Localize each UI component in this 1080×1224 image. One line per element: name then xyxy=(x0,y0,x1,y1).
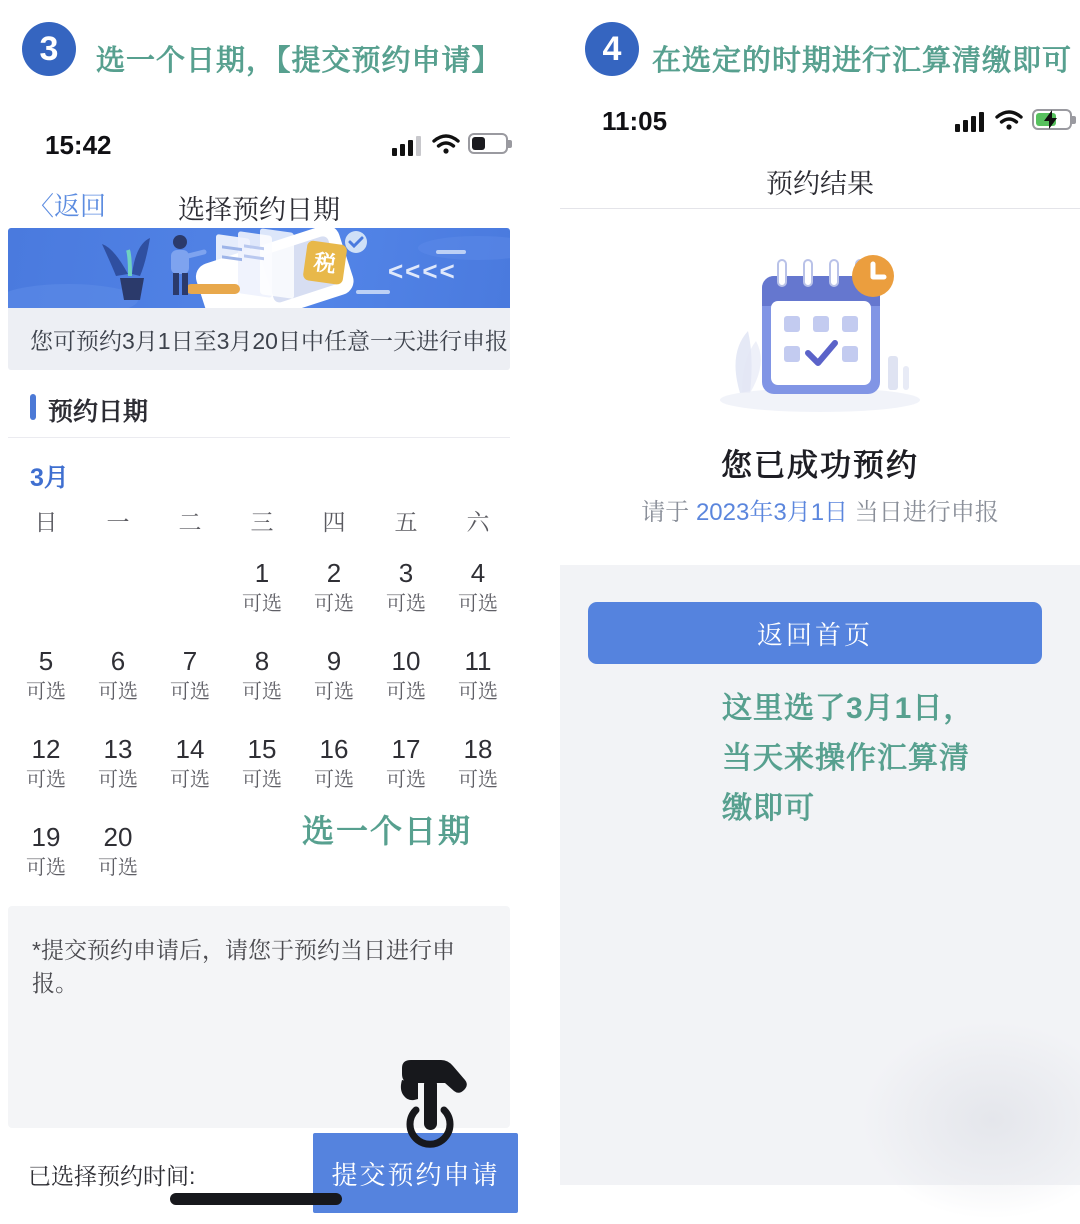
detail-suffix: 当日进行申报 xyxy=(848,499,999,526)
right-status-time: 11:05 xyxy=(602,106,668,136)
step-4-caption: 在选定的时期进行汇算清缴即可 xyxy=(652,45,1073,77)
selectable-label: 可选 xyxy=(98,769,138,791)
date-number: 10 xyxy=(391,646,421,676)
selectable-label: 可选 xyxy=(458,769,498,791)
calendar-date-cell[interactable] xyxy=(226,644,298,732)
step-4-badge xyxy=(585,22,639,76)
selectable-label: 可选 xyxy=(386,593,426,615)
step-3-badge xyxy=(22,22,76,76)
date-number: 9 xyxy=(326,646,342,676)
right-page-title: 预约结果 xyxy=(766,169,874,199)
calendar-success-icon xyxy=(710,238,930,428)
step-3-caption: 选一个日期，【提交预约申请】 xyxy=(96,45,502,77)
weekday-label: 三 xyxy=(250,509,274,535)
date-number: 3 xyxy=(398,558,414,588)
selectable-label: 可选 xyxy=(314,593,354,615)
selectable-label: 可选 xyxy=(26,681,66,703)
selectable-label: 可选 xyxy=(26,769,66,791)
tap-pointer-icon xyxy=(388,1058,472,1154)
calendar-date-cell[interactable] xyxy=(298,644,370,732)
selectable-label: 可选 xyxy=(170,681,210,703)
calendar-date-cell[interactable] xyxy=(82,820,154,908)
calendar-empty-cell xyxy=(154,820,226,908)
battery-charging-icon xyxy=(1032,109,1072,130)
detail-prefix: 请于 xyxy=(641,499,696,526)
tax-tag-label: 税 xyxy=(312,249,338,277)
step-4-number: 4 xyxy=(602,29,622,68)
date-number: 1 xyxy=(254,558,270,588)
section-divider xyxy=(8,437,510,438)
date-number: 20 xyxy=(103,822,133,852)
calendar-grid xyxy=(10,556,514,908)
step-3-number: 3 xyxy=(39,29,59,68)
weekday-label: 五 xyxy=(394,509,418,535)
date-number: 15 xyxy=(247,734,277,764)
calendar-date-cell[interactable] xyxy=(154,644,226,732)
date-number: 8 xyxy=(254,646,270,676)
wifi-icon xyxy=(995,109,1023,136)
faint-watermark xyxy=(860,1020,1080,1220)
calendar-week-row xyxy=(10,556,514,644)
selectable-label: 可选 xyxy=(314,769,354,791)
selectable-label: 可选 xyxy=(242,769,282,791)
date-number: 7 xyxy=(182,646,198,676)
calendar-weekday-row xyxy=(10,504,514,537)
calendar-date-cell[interactable] xyxy=(82,644,154,732)
annotation-line-1: 这里选了3月1日， xyxy=(722,692,975,725)
calendar-week-row xyxy=(10,644,514,732)
selected-time-label: 已选择预约时间: xyxy=(28,1163,196,1189)
date-number: 11 xyxy=(464,646,492,676)
calendar-empty-cell xyxy=(82,556,154,644)
date-number: 14 xyxy=(175,734,205,764)
back-to-home-button[interactable]: 返回首页 xyxy=(588,602,1042,664)
date-choice-annotation xyxy=(722,684,974,834)
annotation-line-2: 当天来操作汇算清 xyxy=(722,742,970,775)
calendar-date-cell[interactable] xyxy=(370,556,442,644)
calendar-date-cell[interactable] xyxy=(10,644,82,732)
selectable-label: 可选 xyxy=(98,857,138,879)
weekday-label: 日 xyxy=(34,509,58,535)
submit-appointment-button[interactable]: 提交预约申请 xyxy=(313,1133,518,1213)
left-status-time: 15:42 xyxy=(45,130,112,160)
calendar-date-cell[interactable] xyxy=(442,644,514,732)
weekday-label: 六 xyxy=(466,509,490,535)
redaction-bar xyxy=(170,1193,342,1205)
date-number: 16 xyxy=(319,734,349,764)
selectable-label: 可选 xyxy=(26,857,66,879)
date-number: 6 xyxy=(110,646,126,676)
section-title: 预约日期 xyxy=(48,398,149,426)
success-title: 您已成功预约 xyxy=(721,448,919,483)
selectable-label: 可选 xyxy=(242,593,282,615)
selectable-label: 可选 xyxy=(386,769,426,791)
date-number: 19 xyxy=(31,822,61,852)
battery-icon xyxy=(468,133,508,154)
wifi-icon xyxy=(432,133,460,160)
calendar-empty-cell xyxy=(10,556,82,644)
weekday-label: 一 xyxy=(106,509,130,535)
date-number: 18 xyxy=(463,734,493,764)
calendar-month-label: 3月 xyxy=(30,464,69,492)
promo-banner xyxy=(8,228,510,308)
selectable-label: 可选 xyxy=(170,769,210,791)
left-page-title: 选择预约日期 xyxy=(178,195,340,225)
back-label: 返回 xyxy=(54,191,107,221)
back-chevron-icon: 〈 xyxy=(28,191,55,221)
booking-range-notice: 您可预约3月1日至3月20日中任意一天进行申报 xyxy=(8,308,510,370)
calendar-date-cell[interactable] xyxy=(298,556,370,644)
calendar-date-cell[interactable] xyxy=(370,644,442,732)
detail-date[interactable]: 2023年3月1日 xyxy=(695,499,849,526)
cellular-signal-icon xyxy=(392,134,422,156)
section-accent-bar xyxy=(30,394,36,420)
calendar-date-cell[interactable] xyxy=(82,732,154,820)
footnote-box: *提交预约申请后，请您于预约当日进行申报。 xyxy=(8,906,510,1128)
nav-divider xyxy=(560,208,1080,209)
date-number: 17 xyxy=(391,734,421,764)
selectable-label: 可选 xyxy=(458,593,498,615)
calendar-date-cell[interactable] xyxy=(10,732,82,820)
left-panel xyxy=(0,0,518,1224)
annotation-line-3: 缴即可 xyxy=(722,792,815,825)
selectable-label: 可选 xyxy=(314,681,354,703)
calendar-empty-cell xyxy=(154,556,226,644)
weekday-label: 四 xyxy=(322,509,346,535)
selectable-label: 可选 xyxy=(98,681,138,703)
selectable-label: 可选 xyxy=(386,681,426,703)
date-number: 12 xyxy=(31,734,61,764)
date-number: 5 xyxy=(38,646,54,676)
calendar-date-cell[interactable] xyxy=(226,556,298,644)
selectable-label: 可选 xyxy=(458,681,498,703)
banner-arrows-icon: <<<< xyxy=(388,256,457,286)
date-number: 13 xyxy=(103,734,133,764)
calendar-empty-cell xyxy=(226,820,298,908)
pick-a-date-annotation: 选一个日期 xyxy=(302,813,473,849)
calendar-date-cell[interactable] xyxy=(442,556,514,644)
selectable-label: 可选 xyxy=(242,681,282,703)
weekday-label: 二 xyxy=(178,509,202,535)
date-number: 4 xyxy=(470,558,486,588)
banner-illustration-icon xyxy=(8,228,510,308)
date-number: 2 xyxy=(326,558,342,588)
calendar-date-cell[interactable] xyxy=(154,732,226,820)
calendar-date-cell[interactable] xyxy=(226,732,298,820)
success-detail xyxy=(560,492,1080,527)
cellular-signal-icon xyxy=(955,110,985,132)
calendar-date-cell[interactable] xyxy=(10,820,82,908)
